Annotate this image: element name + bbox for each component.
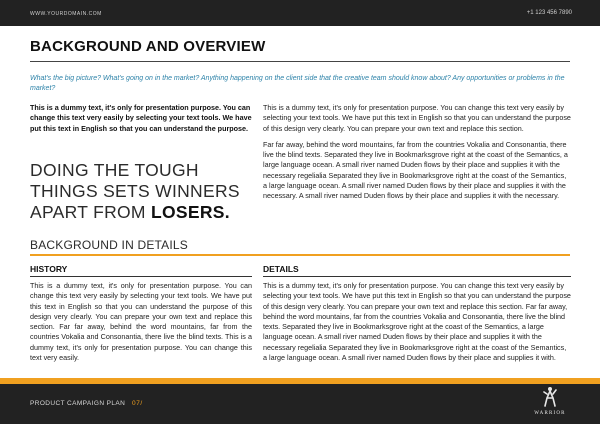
history-text: This is a dummy text, it's only for presentation purpose. You can change this text very easily by selecting your text tools. We have put this text in English so that you can understand the purpose of this design very clearly. You can prepare your own text and replace this section. Far far away, behind the word mountains, far from the countries Vokalia and Consonantia, there live the blind texts. This is a dummy text, it's only for presentation purpose. You can change this text very easily. [30, 281, 252, 363]
section-divider [30, 254, 570, 256]
page-number: 07/ [132, 400, 143, 407]
footer-plan-label: PRODUCT CAMPAIGN PLAN [30, 400, 126, 407]
details-divider [263, 276, 571, 277]
lead-text: This is a dummy text, it's only for presentation purpose. You can change this text very easily by selecting your text tools. We have put this text in English so that you can understand the purpose. [30, 103, 252, 133]
footer [0, 384, 600, 424]
details-text: This is a dummy text, it's only for presentation purpose. You can change this text very easily by selecting your text tools. We have put this text in English so that you can understand the purpose of this design very clearly. You can prepare your own text and replace this section. Far far away, behind the word mountains, far from the countries Vokalia and Consonantia, there live the blind texts. Separated they live in Bookmarksgrove right at the coast of the Semantics, a large language ocean. A small river named Duden flows by their place and supplies it with the necessary regelialia Separated they live in Bookmarksgrove right at the coast of the Semantics, a large language ocean. A small river named Duden flows by their place and supplies it with. [263, 281, 571, 363]
history-heading: HISTORY [30, 264, 68, 274]
details-heading: DETAILS [263, 264, 299, 274]
slogan-main: DOING THE TOUGH THINGS SETS WINNERS APART FROM [30, 160, 240, 222]
warrior-logo [530, 386, 570, 422]
slogan [30, 160, 260, 223]
section-title: BACKGROUND IN DETAILS [30, 238, 189, 252]
phone-number: +1 123 456 7890 [526, 10, 572, 16]
top-bar [0, 0, 600, 26]
intro-text: What's the big picture? What's going on in the market? Anything happening on the client side that the creative team should know about? Any opportunities or problems in the market? [30, 75, 565, 93]
page-title: BACKGROUND AND OVERVIEW [30, 38, 266, 55]
history-divider [30, 276, 252, 277]
logo-text: WARRIOR [534, 411, 566, 416]
domain-text[interactable]: WWW.YOURDOMAIN.COM [30, 11, 102, 17]
right-paragraph-1: This is a dummy text, it's only for presentation purpose. You can change this text very easily by selecting your text tools. We have put this text in English so that you can understand the purpose of this design very clearly. You can prepare your own text and replace this section. [263, 103, 571, 133]
right-paragraph-2: Far far away, behind the word mountains, far from the countries Vokalia and Consonantia, there live the blind texts. Separated they live in Bookmarksgrove right at the coast of the Semantics, a large language ocean. A small river named Duden flows by their place and supplies it with the necessary regelialia Separated they live in Bookmarksgrove right at the coast of the Semantics, a large language ocean. A small river named Duden flows by their place and supplies it with the necessary. A small river named Duden flows by their place and supplies it with the necessary. [263, 139, 568, 201]
warrior-logo-icon [543, 386, 557, 408]
title-divider [30, 61, 570, 62]
slogan-emphasis: LOSERS. [150, 202, 230, 222]
right-column [263, 103, 571, 208]
